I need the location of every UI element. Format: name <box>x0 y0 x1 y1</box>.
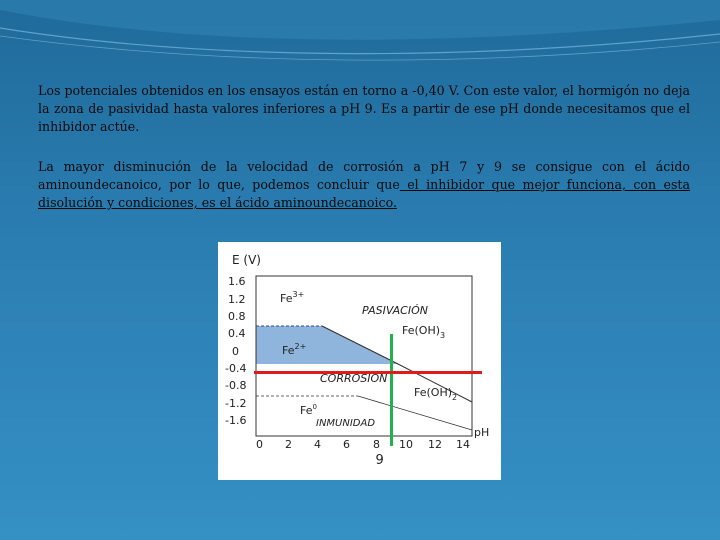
y-tick: 0 <box>232 345 239 358</box>
feoh2-region-label: $Fe(OH)_2$ <box>414 386 458 402</box>
conclusion-underlined-text: el inhibidor que mejor funciona, con esta disolución y condiciones, es el ácido aminoundecanoico. <box>38 177 690 210</box>
y-axis-ticks <box>225 275 246 427</box>
pasivacion-label: PASIVACIÓN <box>362 304 428 317</box>
y-tick: -1.2 <box>225 397 247 410</box>
x-tick: 8 <box>373 438 380 451</box>
y-axis-label: E (V) <box>232 253 261 267</box>
y-tick: -1.6 <box>225 414 247 427</box>
x-tick: 2 <box>285 438 292 451</box>
fe0-region-label: Fe$^0$ <box>300 403 317 417</box>
fe2-region-label: $Fe^{2+}$ <box>282 342 307 357</box>
y-tick: -0.4 <box>225 362 247 375</box>
feoh3-region-label: $Fe(OH)_3$ <box>402 324 446 340</box>
x-axis-ticks <box>256 438 470 451</box>
y-tick: -0.8 <box>225 379 247 392</box>
y-tick: 0.4 <box>228 327 246 340</box>
paragraph-conclusion <box>38 158 690 212</box>
x-tick: 14 <box>456 438 470 451</box>
y-tick: 1.6 <box>228 275 246 288</box>
inmunidad-label: INMUNIDAD <box>316 418 376 429</box>
x-tick: 12 <box>428 438 442 451</box>
header-swoosh-decoration <box>0 0 720 80</box>
corrosion-region-fill <box>256 326 398 364</box>
x-tick: 0 <box>256 438 263 451</box>
pourbaix-diagram <box>218 242 501 480</box>
x-tick: 4 <box>314 438 321 451</box>
fe3-region-label: $Fe^{3+}$ <box>280 290 305 305</box>
y-tick: 0.8 <box>228 310 246 323</box>
ph-marker-label: 9 <box>375 453 384 468</box>
y-tick: 1.2 <box>228 293 246 306</box>
x-axis-label: pH <box>474 426 490 439</box>
paragraph-potentials: Los potenciales obtenidos en los ensayos están en torno a -0,40 V. Con este valor, el hormigón no deja la zona de pasividad hasta valores inferiores a pH 9. Es a partir de ese pH donde necesitamos que el inhibidor actúe. <box>38 83 690 134</box>
x-tick: 6 <box>343 438 350 451</box>
x-tick: 10 <box>399 438 413 451</box>
corrosion-label: CORROSIÓN <box>320 372 388 385</box>
conclusion-plain-text: La mayor disminución de la velocidad de corrosión a pH 7 y 9 se consigue con el ácido aminoundecanoico, por lo que, podemos concluir que <box>38 159 690 192</box>
